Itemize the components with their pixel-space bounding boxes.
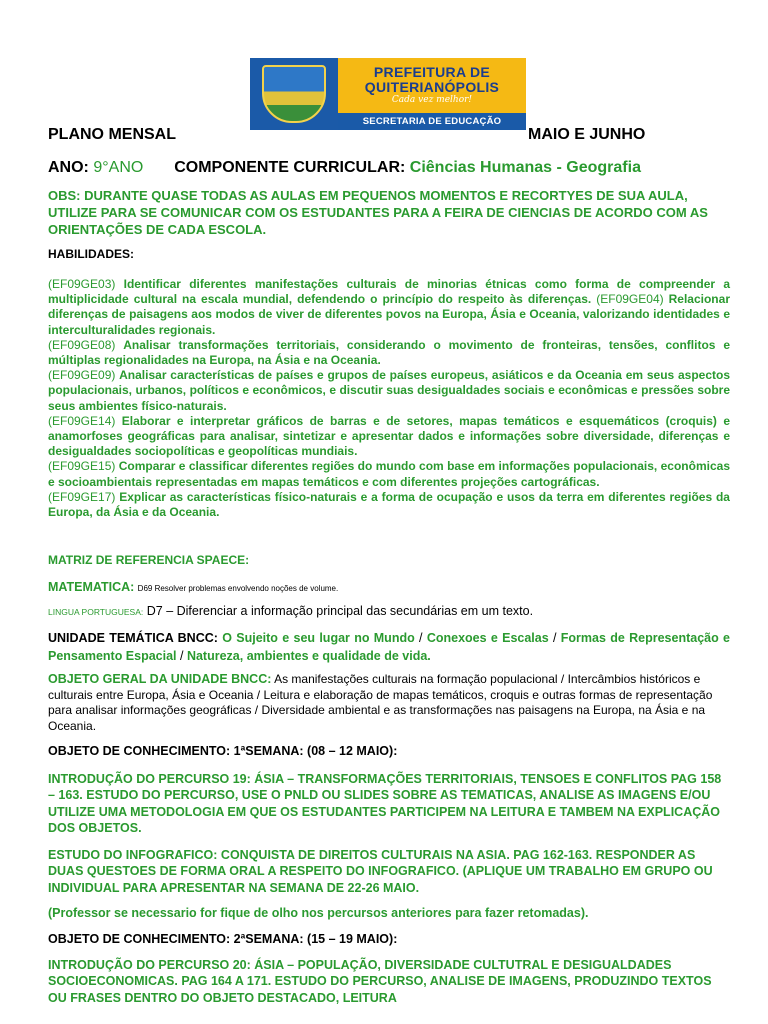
- unidade-part3: Formas de Representação e Pensamento Espacial: [48, 631, 730, 663]
- prefeitura-logo: [250, 58, 526, 130]
- unidade-part4: Natureza, ambientes e qualidade de vida.: [186, 649, 431, 663]
- matriz-heading: MATRIZ DE REFERENCIA SPAECE:: [48, 553, 250, 567]
- logo-department: SECRETARIA DE EDUCAÇÃO: [338, 113, 526, 130]
- skill-text: Identificar diferentes manifestações culturais de minorias étnicas como forma de compreender a multiplicidade cultural na escala mundial, defendendo o princípio do respeito às diferenças.: [48, 277, 730, 307]
- semana1-intro: INTRODUÇÃO DO PERCURSO 19: ÁSIA – TRANSFORMAÇÕES TERRITORIAIS, TENSOES E CONFLITOS PAG 158 – 163. ESTUDO DO PERCURSO, USE O PNLD OU SLIDES SOBRE AS TEMATICAS, ANALISE AS IMAGENS E/OU UTILIZE UMA METODOLOGIA EM QUE OS ESTUDANTES PARTICIPEM NA LEITURA E TAMBEM NA EXPLICAÇÃO DOS OBJETOS.: [48, 772, 722, 835]
- logo-line2: QUITERIANÓPOLIS: [364, 79, 500, 95]
- unidade-part1: O Sujeito e seu lugar no Mundo: [222, 631, 415, 645]
- lp-text: D7 – Diferenciar a informação principal das secundárias em um texto.: [146, 604, 534, 618]
- skill-text: Explicar as características físico-naturais e a forma de ocupação e usos da terra em diferentes regiões da Europa, da Ásia e da Oceania.: [48, 489, 730, 520]
- matematica-text: D69 Resolver problemas envolvendo noções de volume.: [137, 584, 339, 593]
- unidade-part2: Conexoes e Escalas: [426, 631, 549, 645]
- ano-label: ANO:: [48, 159, 89, 176]
- matematica-line: [48, 580, 338, 594]
- skill-code: (EF09GE04): [596, 292, 664, 307]
- objeto-geral: [48, 672, 730, 734]
- objeto-geral-text: As manifestações culturais na formação populacional / Intercâmbios históricos e culturais entre Europa, Ásia e Oceania / Leitura e elaboração de mapas temáticos, croquis e outras formas de representação para analisar informações geográficas / Diversidade ambiental e as transformações nas paisagens na Europa, na Ásia e na Oceania.: [48, 672, 713, 733]
- skill-code: (EF09GE03): [48, 277, 116, 291]
- skill-text: Elaborar e interpretar gráficos de barras e de setores, mapas temáticos e esquemáticos (croquis) e anamorfoses geográficas para analisar, sintetizar e apresentar dados e informações sobre diversidade, diferenças e desigualdades sociopolíticas e geopolíticas mundiais.: [48, 413, 730, 459]
- habilidades-heading: HABILIDADES:: [48, 247, 134, 261]
- unidade-sep: /: [414, 631, 427, 645]
- skill-text: Analisar transformações territoriais, considerando o movimento de fronteiras, tensões, conflitos e múltiplas regionalidades na Europa, na Ásia e na Oceania.: [48, 337, 730, 368]
- lingua-portuguesa-line: [48, 604, 533, 618]
- skill-code: (EF09GE17): [48, 489, 116, 504]
- skill-text: Comparar e classificar diferentes regiões do mundo com base em informações populacionais, econômicas e socioambientais representadas em mapas temáticos e com diferentes projeções cartográficas.: [48, 459, 730, 489]
- skill-code: (EF09GE09): [48, 368, 116, 383]
- semana2-heading: OBJETO DE CONHECIMENTO: 2ªSEMANA: (15 – 19 MAIO):: [48, 932, 398, 946]
- semana1-professor-note: (Professor se necessario for fique de olho nos percursos anteriores para fazer retomadas).: [48, 906, 589, 920]
- skill-item: [48, 459, 730, 489]
- semana1-infografico: ESTUDO DO INFOGRAFICO: CONQUISTA DE DIREITOS CULTURAIS NA ASIA. PAG 162-163. RESPONDER AS DUAS QUESTOES DE FORMA ORAL A RESPEITO DO INFOGRAFICO. (APLIQUE UM TRABALHO EM GRUPO OU INDIVIDUAL PARA APRESENTAR NA SEMANA DE 22-26 MAIO.: [48, 848, 713, 895]
- componente-value: Ciências Humanas - Geografia: [409, 159, 641, 176]
- logo-brand-block: [338, 58, 526, 130]
- componente-label: COMPONENTE CURRICULAR:: [174, 159, 406, 176]
- objeto-geral-label: OBJETO GERAL DA UNIDADE BNCC:: [48, 672, 272, 686]
- plan-period: MAIO E JUNHO: [528, 126, 646, 143]
- lp-label: LINGUA PORTUGUESA:: [48, 607, 144, 617]
- skill-code: (EF09GE15): [48, 459, 116, 474]
- skill-item: [48, 338, 730, 368]
- skill-code: (EF09GE14): [48, 413, 116, 428]
- logo-text-block: [338, 58, 526, 113]
- grade-component-line: [48, 159, 641, 177]
- logo-slogan: Cada vez melhor!: [391, 95, 473, 105]
- skill-item: [48, 490, 730, 520]
- semana1-heading: OBJETO DE CONHECIMENTO: 1ªSEMANA: (08 – 12 MAIO):: [48, 744, 398, 758]
- unidade-sep: /: [548, 631, 561, 645]
- skill-item: [48, 277, 730, 338]
- logo-line1: PREFEITURA DE: [373, 64, 491, 80]
- skill-item: [48, 414, 730, 460]
- unidade-sep: /: [176, 649, 187, 663]
- unidade-tematica: [48, 629, 730, 665]
- skill-item: [48, 368, 730, 414]
- crest-shield-icon: [262, 65, 326, 123]
- semana2-intro: INTRODUÇÃO DO PERCURSO 20: ÁSIA – POPULAÇÃO, DIVERSIDADE CULTUTRAL E DESIGUALDADES SOCIOECONOMICAS. PAG 164 A 171. ESTUDO DO PERCURSO, ANALISE DE IMAGENS, PRODUZINDO TEXTOS OU FRASES DENTRO DO OBJETO DESTACADO, LEITURA: [48, 958, 712, 1005]
- plan-title: PLANO MENSAL: [48, 126, 176, 143]
- unidade-label: UNIDADE TEMÁTICA BNCC:: [48, 631, 218, 645]
- skill-text: Analisar características de países e grupos de países europeus, asiáticos e da Oceania em seus aspectos populacionais, urbanos, políticos e econômicos, e discutir suas desigualdades sociais e econômicas e pressões sobre seus ambientes físico-naturais.: [48, 368, 730, 413]
- municipal-crest-icon: [250, 58, 338, 130]
- habilidades-list: [48, 277, 730, 520]
- ano-value: 9°ANO: [93, 159, 144, 176]
- matematica-label: MATEMATICA:: [48, 580, 135, 594]
- skill-code: (EF09GE08): [48, 337, 116, 352]
- skill-text: Relacionar diferenças de paisagens aos modos de viver de diferentes povos na Europa, Ásia e Oceania, valorizando identidades e interculturalidades regionais.: [48, 292, 730, 337]
- obs-note: OBS: DURANTE QUASE TODAS AS AULAS EM PEQUENOS MOMENTOS E RECORTYES DE SUA AULA, UTILIZE PARA SE COMUNICAR COM OS ESTUDANTES PARA A FEIRA DE CIENCIAS DE ACORDO COM AS ORIENTAÇÕES DE CADA ESCOLA.: [48, 188, 708, 237]
